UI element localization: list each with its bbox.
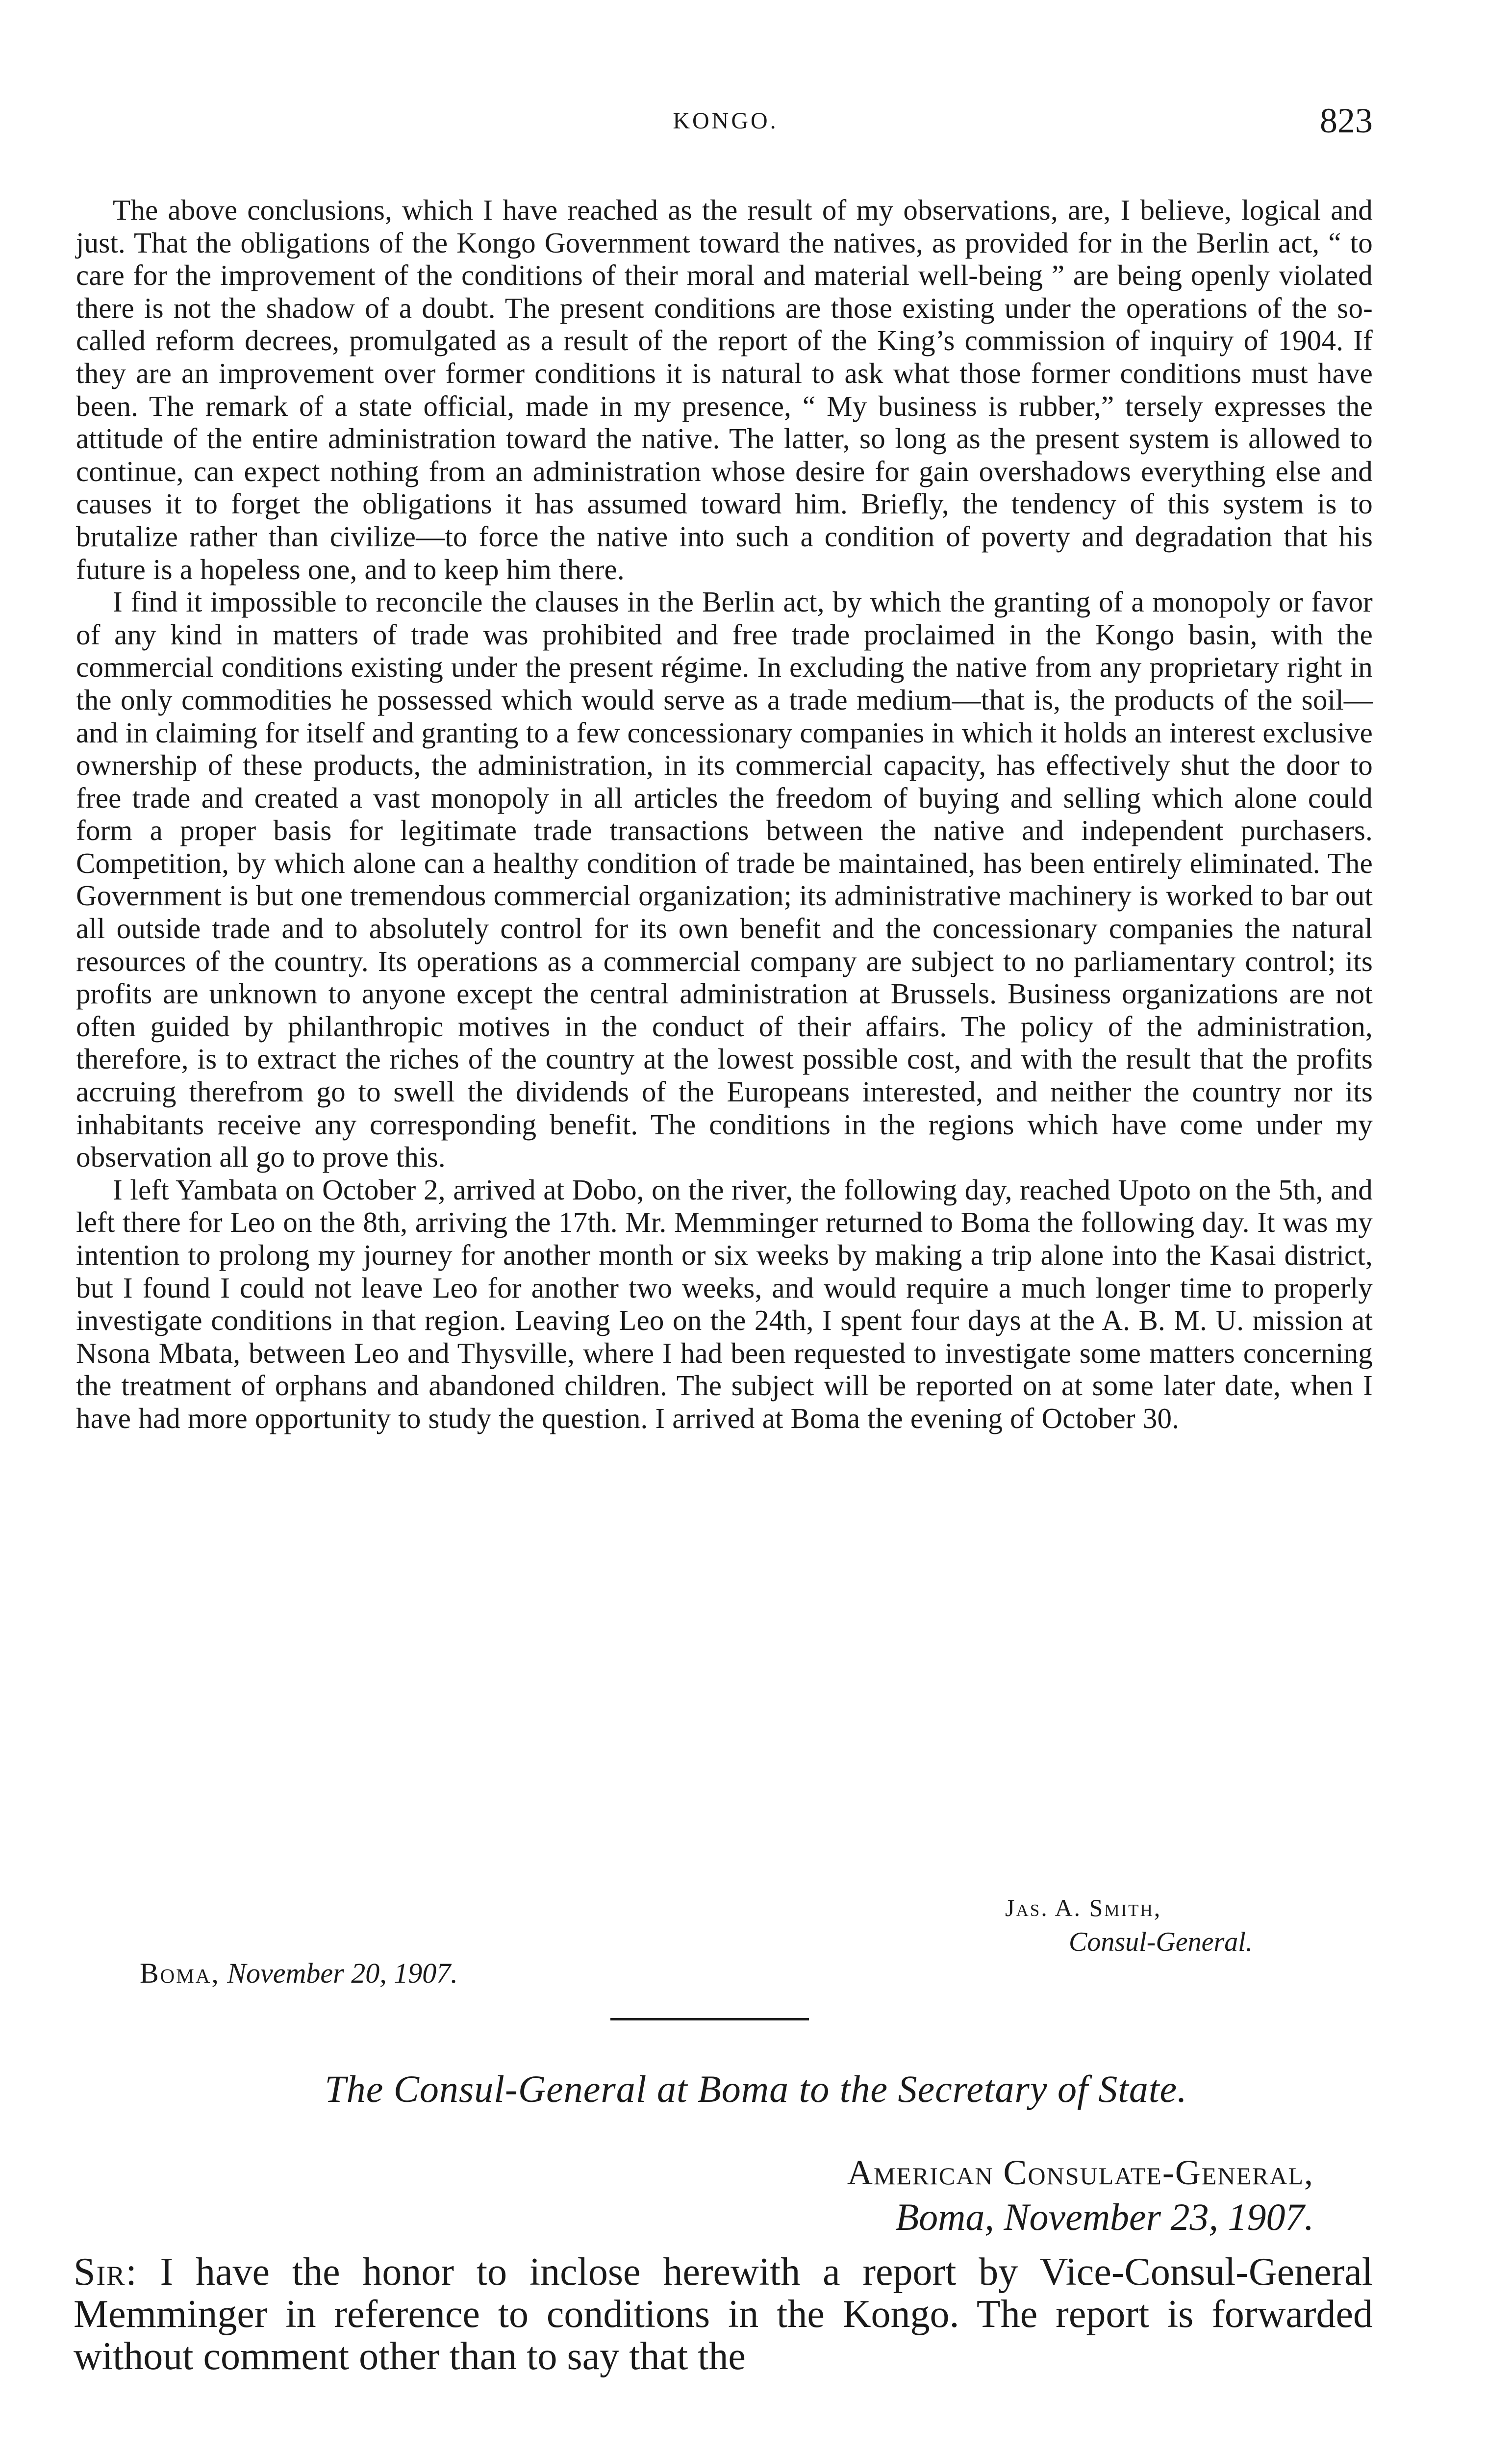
paragraph-itinerary: I left Yambata on October 2, arrived at Dobo, on the river, the following day, reached Upoto on the 5th, and left there for Leo on the 8th, arriving the 17th. Mr. Memminger returned to Boma the following day. It was my intention to prolong my journey for another month or six weeks by making a trip alone into the Kasai district, but I found I could not leave Leo for another two weeks, and would require a much longer time to properly investigate conditions in that region. Leaving Leo on the 24th, I spent four days at the A. B. M. U. mission at Nsona Mbata, between Leo and Thysville, where I had been requested to investigate some matters concerning the treatment of orphans and abandoned children. The subject will be reported on at some later date, when I have had more opportunity to study the question. I arrived at Boma the evening of October 30. [76, 1173, 1373, 1434]
signature-title: Consul-General. [1069, 1927, 1253, 1957]
paragraph-conclusions: The above conclusions, which I have reached as the result of my observations, are, I believe, logical and just. That the obligations of the Kongo Government toward the natives, as provided for in the Berlin act, “ to care for the improvement of the conditions of their moral and material well-being ” are being openly violated there is not the shadow of a doubt. The present conditions are those existing under the operations of the so-called reform decrees, promulgated as a result of the report of the King’s commission of inquiry of 1904. If they are an improvement over former conditions it is natural to ask what those former conditions must have been. The remark of a state official, made in my presence, “ My business is rubber,” tersely expresses the attitude of the entire administration toward the native. The latter, so long as the present system is allowed to continue, can expect nothing from an administration whose desire for gain overshadows everything else and causes it to forget the obligations it has assumed toward him. Briefly, the tendency of this system is to brutalize rather than civilize—to force the native into such a condition of poverty and degradation that his future is a hopeless one, and to keep him there. [76, 194, 1373, 586]
dateline [140, 1957, 458, 1990]
running-title: KONGO. [673, 108, 779, 134]
letter-opening: I have the honor to inclose herewith a report by Vice-Consul-General Memminger in reference to conditions in the Kongo. The report is forwarded without comment other than to say that the [74, 2250, 1373, 2378]
letter-body [74, 2251, 1373, 2377]
letter-date: Boma, November 23, 1907. [895, 2196, 1314, 2238]
page-number: 823 [1320, 101, 1373, 140]
signature-block [1005, 1890, 1373, 1959]
letter-heading: The Consul-General at Boma to the Secretary of State. [325, 2068, 1187, 2110]
section-divider [610, 2018, 809, 2020]
signature-name: Jas. A. Smith, [1005, 1894, 1162, 1921]
dateline-place: Boma, [140, 1957, 220, 1989]
running-head [78, 101, 1373, 140]
salutation: Sir: [74, 2250, 138, 2294]
report-body [76, 194, 1373, 1435]
paragraph-berlin-act: I find it impossible to reconcile the clauses in the Berlin act, by which the granting of a monopoly or favor of any kind in matters of trade was prohibited and free trade proclaimed in the Kongo basin, with the commercial conditions existing under the present régime. In excluding the native from any proprietary right in the only commodities he possessed which would serve as a trade medium—that is, the products of the soil—and in claiming for itself and granting to a few concessionary companies in which it holds an interest exclusive ownership of these products, the administration, in its commercial capacity, has effectively shut the door to free trade and created a vast monopoly in all articles the freedom of buying and selling which alone could form a proper basis for legitimate trade transactions between the native and independent purchasers. Competition, by which alone can a healthy condition of trade be maintained, has been entirely eliminated. The Government is but one tremendous commercial organization; its administrative machinery is worked to bar out all outside trade and to absolutely control for its own benefit and the concessionary companies the natural resources of the country. Its operations as a commercial company are subject to no parliamentary control; its profits are unknown to anyone except the central administration at Brussels. Business organizations are not often guided by philanthropic motives in the conduct of their affairs. The policy of the administration, therefore, is to extract the riches of the country at the lowest possible cost, and with the result that the profits accruing therefrom go to swell the dividends of the Europeans interested, and neither the country nor its inhabitants receive any corresponding benefit. The conditions in the regions which have come under my observation all go to prove this. [76, 586, 1373, 1174]
consulate-name: American Consulate-General, [847, 2153, 1314, 2192]
dateline-date: November 20, 1907. [227, 1957, 458, 1989]
letter-address-block [847, 2150, 1314, 2240]
